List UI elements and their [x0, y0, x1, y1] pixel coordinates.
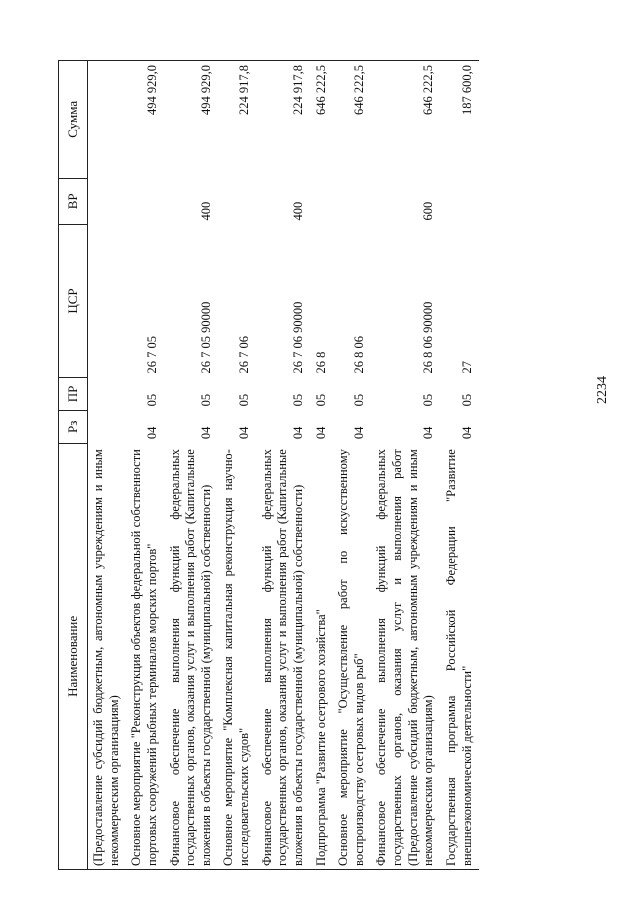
- row-csr: 26 8 06 90000: [421, 301, 436, 374]
- row-name: Финансовое обеспечение выполнения функций федеральных государственных органов, оказания услуг и выполнения работ (Капитальные вложения в объекты государственной (муниципальной) собственности): [165, 443, 219, 869]
- row-rz: 04: [290, 426, 305, 440]
- header-pr: ПР: [59, 378, 88, 411]
- row-name: Финансовое обеспечение выполнения функций федеральных государственных органов, оказания услуг и выполнения работ (Капитальные вложения в объекты государственной (муниципальной) собственности): [257, 443, 311, 869]
- table-row: [333, 61, 371, 870]
- table-row: [165, 61, 219, 870]
- row-sum: 646 222,5: [333, 61, 371, 179]
- row-csr: 26 7 05: [144, 336, 159, 374]
- row-sum: 224 917,8: [257, 61, 311, 179]
- table-row: [257, 61, 311, 870]
- row-vr: [311, 178, 334, 224]
- row-pr: 05: [198, 393, 213, 407]
- budget-table-container: [58, 60, 590, 870]
- table-row: [371, 61, 441, 870]
- row-name: Основное мероприятие "Реконструкция объектов федеральной собственности портовых сооружений рыбных терминалов морских портов": [126, 443, 164, 869]
- row-csr: [88, 225, 127, 378]
- row-name: Основное мероприятие "Комплексная капитальная реконструкция научно-исследовательских судов": [218, 443, 256, 869]
- row-pr: [88, 378, 127, 411]
- row-pr: 05: [351, 393, 366, 407]
- row-rz: 04: [313, 426, 328, 440]
- row-sum: 494 929,0: [165, 61, 219, 179]
- row-rz: [88, 410, 127, 443]
- row-csr: 27: [459, 361, 474, 374]
- row-pr: 05: [237, 393, 251, 407]
- row-vr: [441, 178, 479, 224]
- row-name: Государственная программа Российской Федерации "Развитие внешнеэкономической деятельности": [441, 443, 479, 869]
- table-row: [311, 61, 334, 870]
- row-name: Финансовое обеспечение выполнения функций федеральных государственных органов, оказания услуг и выполнения работ (Предоставление субсидий бюджетным, автономным учреждениям и иным некоммерческим организациям): [371, 443, 441, 869]
- row-vr: [218, 178, 256, 224]
- row-vr: 600: [421, 201, 436, 221]
- row-rz: 04: [198, 426, 213, 440]
- row-csr: 26 7 06 90000: [290, 301, 305, 374]
- row-pr: 05: [313, 393, 328, 407]
- page-number: 2234: [595, 376, 610, 404]
- table-row: [88, 61, 127, 870]
- row-csr: 26 8 06: [351, 336, 366, 374]
- row-rz: 04: [237, 426, 251, 440]
- row-sum: 646 222,5: [311, 61, 334, 179]
- table-row: [441, 61, 479, 870]
- header-rz: Рз: [59, 410, 88, 443]
- row-rz: 04: [351, 426, 366, 440]
- row-vr: [333, 178, 371, 224]
- budget-table: [58, 60, 479, 870]
- row-rz: 04: [459, 426, 474, 440]
- row-vr: [126, 178, 164, 224]
- row-sum: [88, 61, 127, 179]
- table-row: [218, 61, 256, 870]
- header-sum: Сумма: [59, 61, 88, 179]
- row-name: Подпрограмма "Развитие осетрового хозяйства": [311, 443, 334, 869]
- table-row: [126, 61, 164, 870]
- row-sum: 224 917,8: [218, 61, 256, 179]
- row-vr: [88, 178, 127, 224]
- row-pr: 05: [459, 393, 474, 407]
- row-rz: 04: [144, 426, 159, 440]
- row-csr: 26 8: [313, 351, 328, 374]
- header-csr: ЦСР: [59, 225, 88, 378]
- row-vr: 400: [198, 201, 213, 221]
- row-sum: 187 600,0: [441, 61, 479, 179]
- row-name: Основное мероприятие "Осуществление работ по искусственному воспроизводству осетровых видов рыб": [333, 443, 371, 869]
- row-vr: 400: [290, 201, 305, 221]
- header-vr: ВР: [59, 178, 88, 224]
- header-name: Наименование: [59, 443, 88, 869]
- row-pr: 05: [144, 393, 159, 407]
- row-pr: 05: [290, 393, 305, 407]
- row-rz: 04: [421, 426, 436, 440]
- row-pr: 05: [421, 393, 436, 407]
- row-sum: 494 929,0: [126, 61, 164, 179]
- row-sum: 646 222,5: [371, 61, 441, 179]
- row-csr: 26 7 05 90000: [198, 301, 213, 374]
- row-csr: 26 7 06: [237, 336, 251, 374]
- table-header-row: [59, 61, 88, 870]
- row-name: (Предоставление субсидий бюджетным, автономным учреждениям и иным некоммерческим организациям): [88, 443, 127, 869]
